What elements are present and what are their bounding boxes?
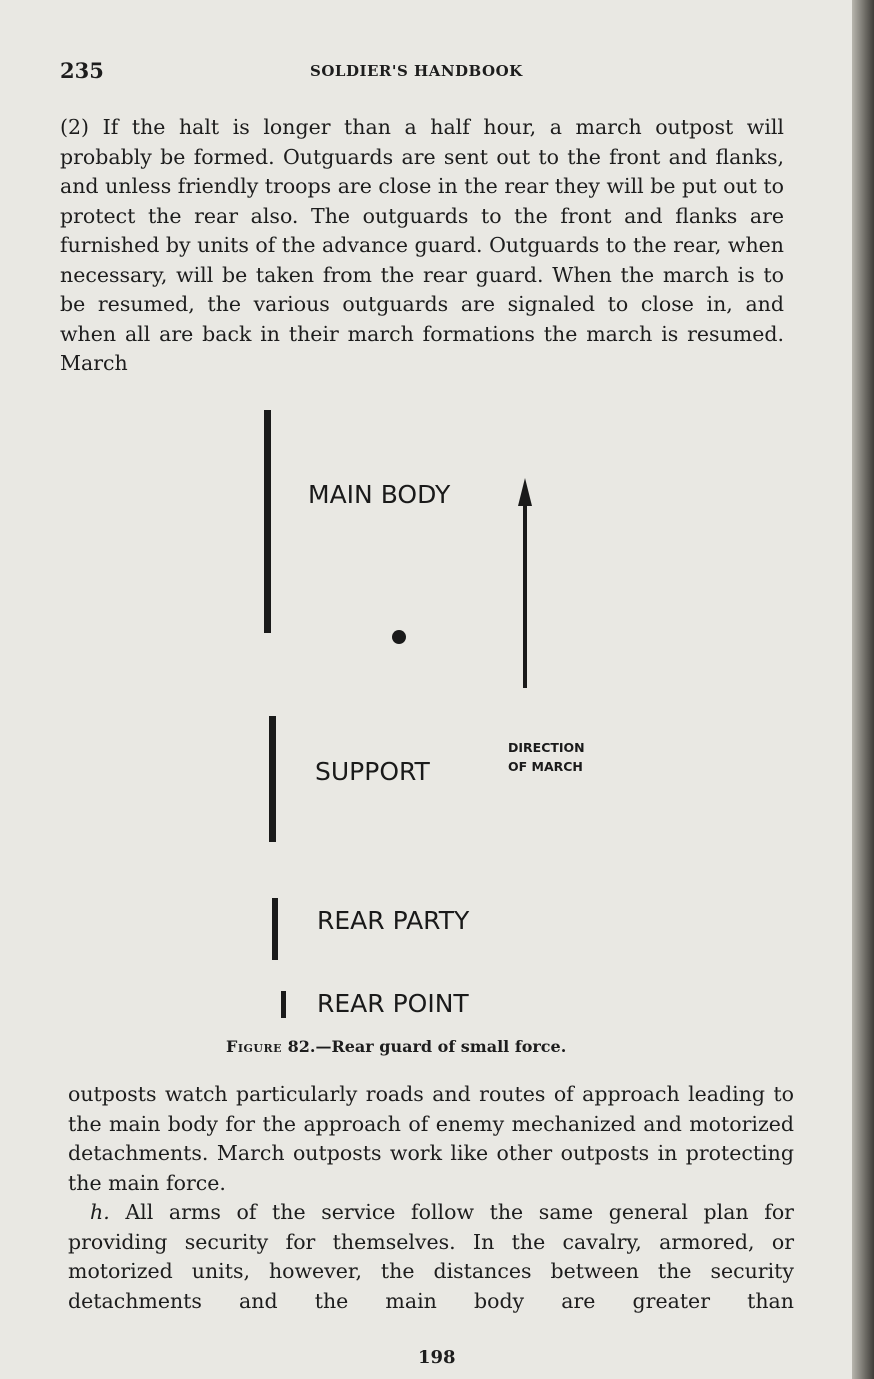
- paragraph-h-security: [68, 1198, 794, 1316]
- direction-of-march-arrow-icon: [510, 478, 540, 690]
- running-head: [60, 58, 790, 88]
- figure-caption-prefix: Figure: [226, 1037, 283, 1056]
- rear-party-bar: [272, 898, 278, 960]
- paragraph-h-label: h.: [90, 1200, 110, 1224]
- main-body-bar: [264, 410, 271, 633]
- support-label: SUPPORT: [315, 757, 430, 786]
- page-number-top: 235: [60, 58, 104, 83]
- running-title: SOLDIER'S HANDBOOK: [310, 62, 523, 80]
- rear-party-label: REAR PARTY: [317, 906, 470, 935]
- direction-label-line2: OF MARCH: [508, 759, 583, 774]
- main-body-label: MAIN BODY: [308, 480, 451, 509]
- rear-point-bar: [281, 991, 286, 1018]
- direction-of-march-label: [508, 738, 585, 776]
- main-body-center-dot-icon: [389, 627, 409, 647]
- paragraph-h-text: All arms of the service follow the same general plan for providing security for themselves. In the cavalry, armored, or motorized units, however, the distances between the security detachments and the main body are greater than: [68, 1200, 794, 1313]
- rear-point-label: REAR POINT: [317, 989, 469, 1018]
- paragraph-march-outpost: (2) If the halt is longer than a half hour, a march outpost will probably be formed. Outguards are sent out to the front and flanks, and unless friendly troops are close in the rear they will be put out to protect the rear also. The outguards to the front and flanks are furnished by units of the advance guard. Outguards to the rear, when necessary, will be taken from the rear guard. When the march is to be resumed, the various outguards are signaled to close in, and when all are back in their march formations the march is resumed. March: [60, 115, 784, 375]
- figure-caption-text: 82.—Rear guard of small force.: [287, 1037, 567, 1056]
- figure-caption: [226, 1037, 566, 1056]
- paragraph-march-outposts-continued: outposts watch particularly roads and routes of approach leading to the main body for the approach of enemy mechanized and motorized detachments. March outposts work like other outposts in protecting the main force.: [68, 1082, 794, 1195]
- page-number-bottom: 198: [418, 1347, 456, 1368]
- direction-label-line1: DIRECTION: [508, 740, 585, 755]
- page-binding-edge: [852, 0, 874, 1379]
- support-bar: [269, 716, 276, 842]
